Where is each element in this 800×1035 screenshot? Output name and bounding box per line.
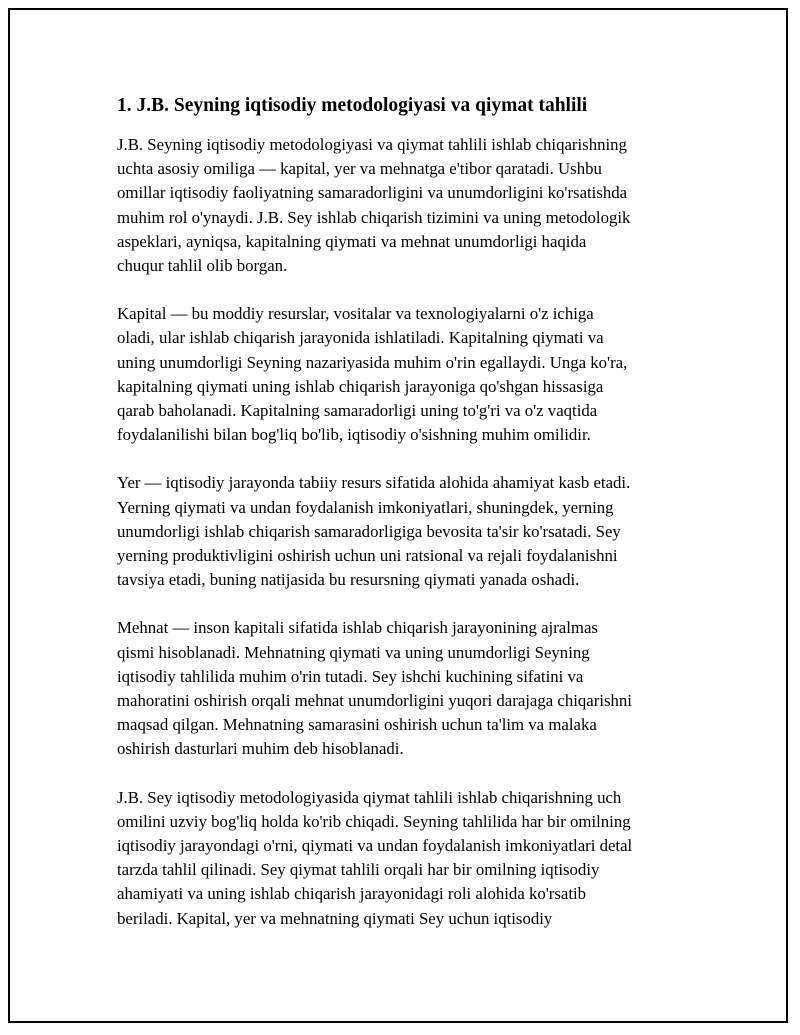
text-line: maqsad qilgan. Mehnatning samarasini oshirish uchun ta'lim va malaka (117, 715, 597, 735)
paragraph-mehnat (117, 616, 697, 761)
text-line: qismi hisoblanadi. Mehnatning qiymati va uning unumdorligi Seyning (117, 642, 590, 662)
text-line: beriladi. Kapital, yer va mehnatning qiymati Sey uchun iqtisodiy (117, 908, 553, 928)
text-line: yerning produktivligini oshirish uchun uni ratsional va rejali foydalanishni (117, 546, 618, 566)
text-line: omillar iqtisodiy faoliyatning samaradorligini va unumdorligini ko'rsatishda (117, 183, 628, 203)
text-line: Yer — iqtisodiy jarayonda tabiiy resurs sifatida alohida ahamiyat kasb etadi. (117, 473, 631, 493)
paragraph-yer (117, 471, 697, 592)
text-line: oshirish dasturlari muhim deb hisoblanadi. (117, 739, 404, 759)
text-line: Kapital — bu moddiy resurslar, vositalar va texnologiyalarni o'z ichiga (117, 304, 594, 324)
text-line: tavsiya etadi, buning natijasida bu resursning qiymati yanada oshadi. (117, 570, 580, 590)
text-line: qarab baholanadi. Kapitalning samaradorligi uning to'g'ri va o'z vaqtida (117, 401, 598, 421)
section-heading: 1. J.B. Seyning iqtisodiy metodologiyasi va qiymat tahlili (117, 95, 588, 116)
text-line: unumdorligi ishlab chiqarish samaradorligiga bevosita ta'sir ko'rsatadi. Sey (117, 521, 621, 541)
text-line: iqtisodiy tahlilida muhim o'rin tutadi. Sey ishchi kuchining sifatini va (117, 666, 584, 686)
text-line: kapitalning qiymati uning ishlab chiqarish jarayoniga qo'shgan hissasiga (117, 376, 604, 396)
text-line: J.B. Seyning iqtisodiy metodologiyasi va qiymat tahlili ishlab chiqarishning (117, 135, 627, 154)
text-line: mahoratini oshirish orqali mehnat unumdorligini yuqori darajaga chiqarishni (117, 691, 632, 711)
text-line: uning unumdorligi Seyning nazariyasida muhim o'rin egallaydi. Unga ko'ra, (117, 352, 628, 372)
text-line: muhim rol o'ynaydi. J.B. Sey ishlab chiqarish tizimini va uning metodologik (117, 207, 631, 227)
text-line: Mehnat — inson kapitali sifatida ishlab chiqarish jarayonining ajralmas (117, 618, 598, 638)
paragraph-kapital (117, 302, 697, 447)
text-line: oladi, ular ishlab chiqarish jarayonida ishlatiladi. Kapitalning qiymati va (117, 328, 604, 348)
paragraph-qiymat-tahlili (117, 786, 697, 931)
text-line: Yerning qiymati va undan foydalanish imkoniyatlari, shuningdek, yerning (117, 497, 614, 517)
text-line: chuqur tahlil olib borgan. (117, 256, 288, 276)
text-line: omilini uzviy bog'liq holda ko'rib chiqadi. Seyning tahlilida har bir omilning (117, 811, 631, 831)
text-line: foydalanilishi bilan bog'liq bo'lib, iqtisodiy o'sishning muhim omilidir. (117, 425, 591, 445)
document-body (117, 93, 697, 955)
text-line: ahamiyati va uning ishlab chiqarish jarayonidagi roli alohida ko'rsatib (117, 884, 587, 904)
text-line: iqtisodiy jarayondagi o'rni, qiymati va undan foydalanish imkoniyatlari detal (117, 836, 633, 856)
paragraph-intro (117, 133, 697, 278)
text-line: tarzda tahlil qilinadi. Sey qiymat tahlili orqali har bir omilning iqtisodiy (117, 860, 600, 880)
text-line: aspeklari, ayniqsa, kapitalning qiymati va mehnat unumdorligi haqida (117, 231, 587, 251)
text-line: uchta asosiy omiliga — kapital, yer va mehnatga e'tibor qaratadi. Ushbu (117, 159, 602, 179)
text-line: J.B. Sey iqtisodiy metodologiyasida qiymat tahlili ishlab chiqarishning uch (117, 787, 622, 807)
